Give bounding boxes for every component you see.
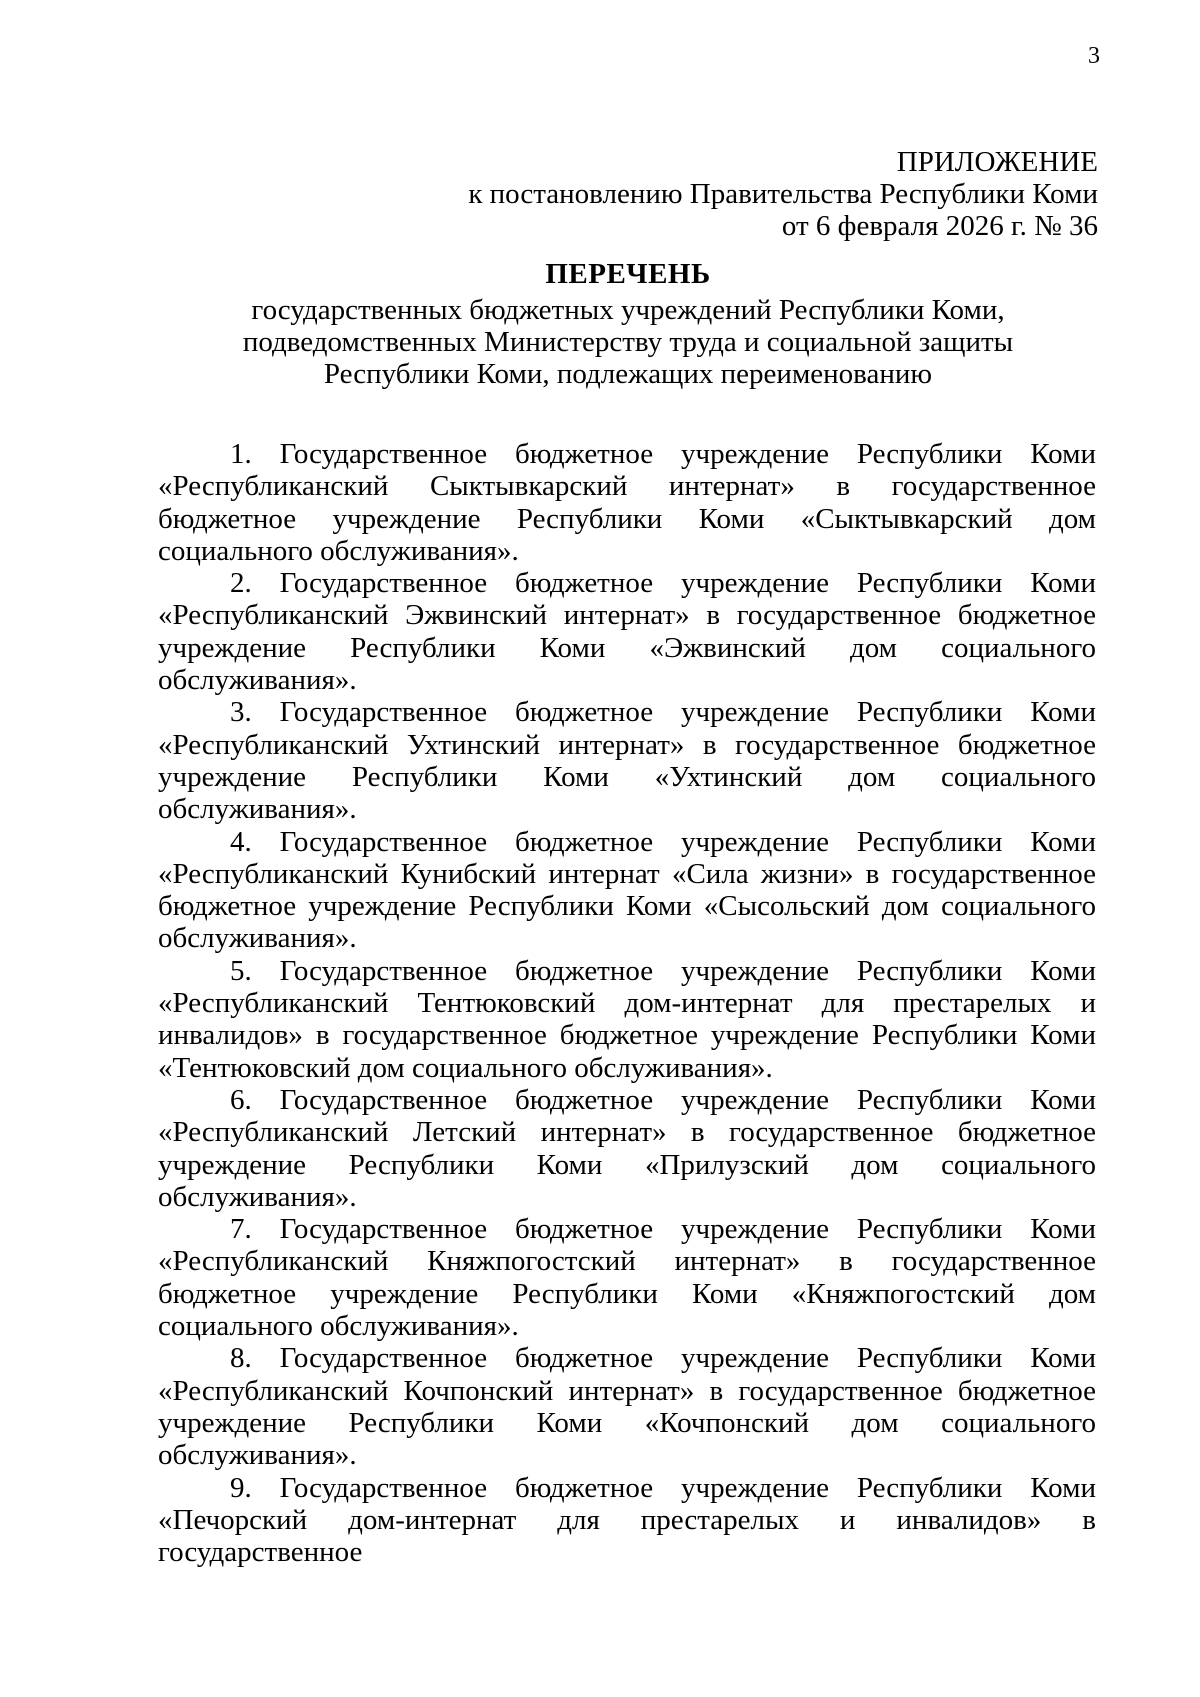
document-subtitle-line-2: подведомственных Министерству труда и социальной защиты [242,326,1014,358]
document-title: ПЕРЕЧЕНЬ [545,258,711,290]
list-item-4: 4. Государственное бюджетное учреждение Республики Коми «Республиканский Кунибский интернат «Сила жизни» в государственное бюджетное учреждение Республики Коми «Сысольский дом социального обслуживания». [158,825,1096,955]
page-number: 3 [1088,43,1100,69]
list-item-9: 9. Государственное бюджетное учреждение Республики Коми «Печорский дом-интернат для престарелых и инвалидов» в государственное [158,1471,1096,1569]
list-item-3: 3. Государственное бюджетное учреждение Республики Коми «Республиканский Ухтинский интернат» в государственное бюджетное учреждение Республики Коми «Ухтинский дом социального обслуживания». [158,696,1096,826]
list-item-1: 1. Государственное бюджетное учреждение Республики Коми «Республиканский Сыктывкарский интернат» в государственное бюджетное учреждение Республики Коми «Сыктывкарский дом социального обслуживания». [158,438,1096,567]
list-item-2: 2. Государственное бюджетное учреждение Республики Коми «Республиканский Эжвинский интернат» в государственное бюджетное учреждение Республики Коми «Эжвинский дом социального обслуживания». [158,567,1096,697]
document-subtitle-line-1: государственных бюджетных учреждений Республики Коми, [251,294,1005,326]
appendix-resolution-line: к постановлению Правительства Республики Коми [468,178,1098,210]
list-item-7: 7. Государственное бюджетное учреждение Республики Коми «Республиканский Княжпогостский интернат» в государственное бюджетное учреждение Республики Коми «Княжпогостский дом социального обслуживания». [158,1213,1096,1343]
list-item-5: 5. Государственное бюджетное учреждение Республики Коми «Республиканский Тентюковский дом-интернат для престарелых и инвалидов» в государственное бюджетное учреждение Республики Коми «Тентюковский дом социального обслуживания». [158,954,1096,1084]
list-item-6: 6. Государственное бюджетное учреждение Республики Коми «Республиканский Летский интернат» в государственное бюджетное учреждение Республики Коми «Прилузский дом социального обслуживания». [158,1083,1096,1213]
appendix-header [398,146,1098,242]
document-subtitle-line-3: Республики Коми, подлежащих переименованию [323,358,933,390]
document-title-block [158,258,1098,390]
appendix-date-number: от 6 февраля 2026 г. № 36 [781,210,1098,242]
institution-list [158,438,1096,1568]
appendix-title: ПРИЛОЖЕНИЕ [896,146,1098,178]
list-item-8: 8. Государственное бюджетное учреждение Республики Коми «Республиканский Кочпонский интернат» в государственное бюджетное учреждение Республики Коми «Кочпонский дом социального обслуживания». [158,1342,1096,1472]
